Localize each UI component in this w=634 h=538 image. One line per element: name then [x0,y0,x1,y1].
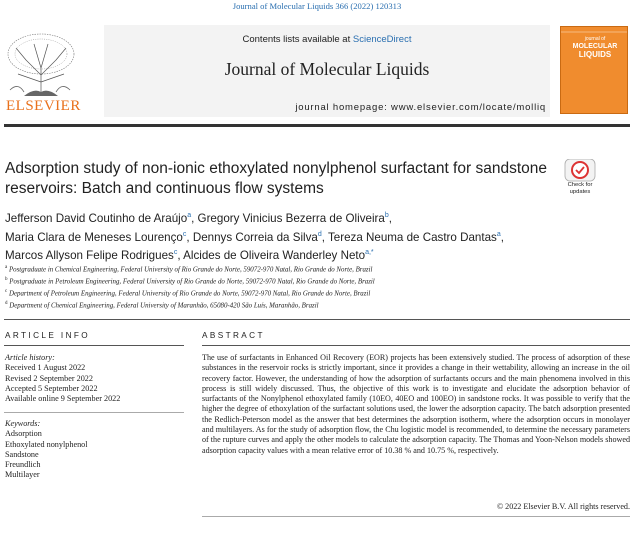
sciencedirect-link[interactable]: ScienceDirect [352,34,412,45]
author-affil-marker[interactable]: a,* [365,249,374,257]
cover-title-line-2: MOLECULAR [572,43,618,50]
abstract-text: The use of surfactants in Enhanced Oil Recovery (EOR) projects has been extensively studied. The process of adsorption of these substances in the reservoir rocks is strictly important, since it provides a change in their wettability, allowing an increase in the oil recovery factor. However, the understanding of how the adsorption of surfactants occurs and the main phenomena involved in this process is still widely discussed. Thus, the objective of this work is to investigate and elucidate the adsorption behavior of surfactants of the Nonylphenol ethoxylated family (10EO, 40EO and 100EO) in sandstone rocks. It was possible to verify that the higher the degree of ethoxylation of the surfactant solutions used, the lower the adsorption capacity. The batch adsorption presented the Redlich-Peterson model as the answer that best determines the adsorption isotherm, where the adsorption occurs in monolayer and multilayers. As for the study of adsorption flow, the Chu logistic model is recommended, to determine the necessary parameters of the rupture curves and apply the other models to calculate the adsorption capacity. The Thomas and Yoon-Nelson models showed adsorption capacity values with a mean relative error of 10.38 % and 10.75 %, respectively. [202,353,630,455]
history-online: Available online 9 September 2022 [5,394,121,404]
publisher-name: ELSEVIER [6,98,81,114]
keyword-item: Sandstone [5,449,39,459]
affiliation-text: Postgraduate in Chemical Engineering, Federal University of Rio Grande do Norte, 59072-970 Natal, Rio Grande do Norte, Brazil [8,266,373,274]
journal-homepage[interactable]: journal homepage: www.elsevier.com/locate/molliq [295,102,546,113]
affiliation-marker: b [5,276,8,282]
author-name[interactable]: Dennys Correia da Silva [192,230,318,244]
cover-title-line-1: journal of [584,36,606,42]
author-name[interactable]: Tereza Neuma de Castro Dantas [327,230,497,244]
abstract-heading: ABSTRACT [202,331,265,340]
article-history [5,353,185,404]
keywords [5,419,185,481]
section-divider [4,319,630,320]
journal-cover-image [560,26,628,114]
cover-title-line-3: LIQUIDS [578,50,612,59]
copyright-notice: © 2022 Elsevier B.V. All rights reserved. [496,502,630,511]
affiliation-marker: c [5,288,8,294]
keywords-label: Keywords: [5,419,41,428]
author-affil-marker[interactable]: c [173,249,178,257]
author-affil-marker[interactable]: d [317,230,322,238]
cover-title [565,36,625,59]
abstract-bottom-rule [202,516,630,517]
keywords-rule [4,412,184,413]
affiliation-item [5,287,625,299]
check-for-updates-label[interactable]: Check for updates [567,182,593,195]
history-accepted: Accepted 5 September 2022 [5,383,98,393]
history-revised: Revised 2 September 2022 [5,373,93,383]
affiliation-item [5,263,625,275]
keyword-item: Multilayer [5,470,40,480]
history-label: Article history: [5,353,55,362]
cover-band [561,31,627,33]
keyword-item: Adsorption [5,429,42,439]
journal-title: Journal of Molecular Liquids [224,59,430,79]
author-affil-marker[interactable]: a [496,230,501,238]
affiliation-text: Department of Petroleum Engineering, Federal University of Rio Grande do Norte, 59072-970 Natal, Rio Grande do Norte, Brazil [8,290,371,298]
author-name[interactable]: Maria Clara de Meneses Lourenço [5,230,183,244]
paper-title: Adsorption study of non-ionic ethoxylated nonylphenol surfactant for sandstone reservoirs: Batch and continuous flow systems [5,160,547,197]
author-affil-marker[interactable]: c [182,230,187,238]
keyword-item: Ethoxylated nonylphenol [5,439,88,449]
author-name[interactable]: Marcos Allyson Felipe Rodrigues [5,249,174,263]
affiliation-item [5,299,625,311]
author-name[interactable]: Gregory Vinicius Bezerra de Oliveira [197,211,385,225]
article-info-heading: ARTICLE INFO [5,331,91,340]
keyword-item: Freundlich [5,460,41,470]
contents-prefix: Contents lists available at [242,34,353,45]
author-affil-marker[interactable]: b [384,212,389,219]
affiliation-item [5,275,625,287]
article-info-rule [4,345,184,346]
contents-line [104,34,550,45]
author-name[interactable]: Jefferson David Coutinho de Araújo [5,211,188,225]
author-name[interactable]: Alcides de Oliveira Wanderley Neto [183,249,366,263]
affiliation-list [5,263,625,311]
author-list: Jefferson David Coutinho de Araújo$^a$, Gregory Vinicius Bezerra de Oliveira$^b$, Maria Clara de Meneses Lourenço$^c$, Dennys Correia da Silva$^d$, Tereza Neuma de Castro Dantas$^a$, Marcos Allyson Felipe Rodrigues$^c$, Alcides de Oliveira Wanderley Neto$^{a,*}$ [5,211,504,263]
header-divider [4,124,630,127]
affiliation-marker: d [5,300,8,306]
author-affil-marker[interactable]: a [187,212,192,219]
abstract-rule [202,345,630,346]
journal-reference-link[interactable]: Journal of Molecular Liquids 366 (2022) 120313 [232,1,402,11]
affiliation-text: Postgraduate in Petroleum Engineering, Federal University of Rio Grande do Norte, 59072-970 Natal, Rio Grande do Norte, Brazil [9,278,375,286]
history-received: Received 1 August 2022 [5,363,86,373]
affiliation-marker: a [5,265,8,270]
affiliation-text: Department of Chemical Engineering, Federal University of Maranhão, 65080-420 São Luís, Maranhão, Brazil [9,301,319,309]
